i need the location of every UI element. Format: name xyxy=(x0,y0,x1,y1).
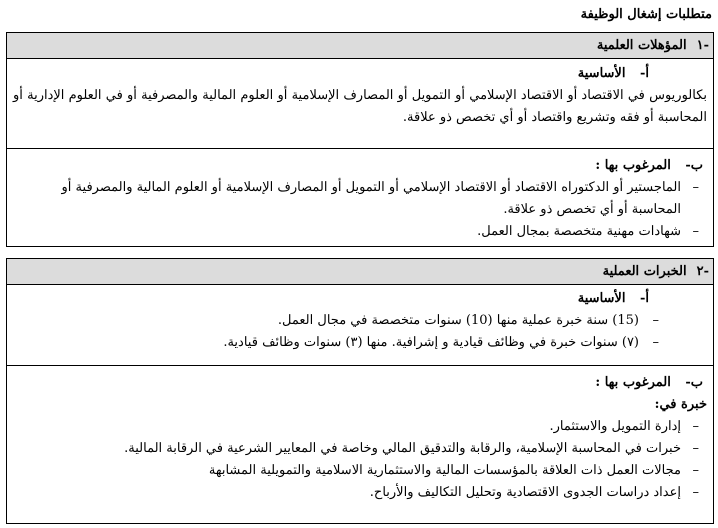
subsection-label: المرغوب بها : xyxy=(595,158,671,173)
subsection-label: المرغوب بها : xyxy=(595,375,671,390)
list-item xyxy=(13,460,707,482)
preferred-qualifications-list xyxy=(13,177,707,243)
subsection-basic xyxy=(7,59,713,148)
list-item-text: مجالات العمل ذات العلاقة بالمؤسسات المالية والاستثمارية الاسلامية والتمويلية المشابهة xyxy=(208,463,681,478)
list-item-text: إعداد دراسات الجدوى الاقتصادية وتحليل التكاليف والأرباح. xyxy=(369,485,681,500)
subsection-letter: ب- xyxy=(685,375,703,390)
list-item-text: شهادات مهنية متخصصة بمجال العمل. xyxy=(477,224,681,239)
list-item xyxy=(13,177,707,221)
page-title: متطلبات إشغال الوظيفة xyxy=(580,7,712,22)
list-item-text: خبرات في المحاسبة الإسلامية، والرقابة والتدقيق المالي وخاصة في المعايير الشرعية في الرقابة المالية. xyxy=(124,441,681,456)
subsection-label: الأساسية xyxy=(577,291,626,306)
subsection-preferred xyxy=(7,148,713,243)
subsection-label: الأساسية xyxy=(577,66,626,81)
list-item xyxy=(13,438,707,460)
experience-label: خبرة في: xyxy=(654,397,707,412)
subsection-letter: ب- xyxy=(685,158,703,173)
basic-qualification-text: بكالوريوس في الاقتصاد أو الاقتصاد الإسلامي أو التمويل أو المصارف الإسلامية أو العلوم المالية والمصرفية أو في العلوم الإدارية أو المحاسبة أو فقه وتشريع واقتصاد أو أي تخصص ذو علاقة. xyxy=(13,88,708,125)
list-item xyxy=(13,221,707,243)
list-item xyxy=(13,332,707,354)
list-item-text: الماجستير أو الدكتوراه الاقتصاد أو الاقتصاد الإسلامي أو التمويل أو المصارف الإسلامية أو العلوم المالية والمصرفية أو المحاسبة أو أي تخصص ذو علاقة. xyxy=(61,180,681,217)
section-number: -٢ xyxy=(696,264,709,279)
list-item-text: (15) سنة خبرة عملية منها (10) سنوات متخصصة في مجال العمل. xyxy=(277,313,639,328)
section-number: -١ xyxy=(696,38,709,53)
section-heading xyxy=(7,259,713,285)
basic-experience-list xyxy=(13,310,707,354)
dash-bullet: – xyxy=(652,335,659,350)
dash-bullet: – xyxy=(652,313,659,328)
list-item-text: إدارة التمويل والاستثمار. xyxy=(549,419,681,434)
dash-bullet: – xyxy=(692,180,699,195)
section-title: الخبرات العملية xyxy=(602,264,687,279)
section-title: المؤهلات العلمية xyxy=(596,38,687,53)
subsection-title xyxy=(13,372,707,394)
subsection-title xyxy=(13,63,707,85)
dash-bullet: – xyxy=(692,485,699,500)
list-item xyxy=(13,416,707,438)
list-item xyxy=(13,310,707,332)
subsection-title xyxy=(13,288,707,310)
subsection-letter: أ- xyxy=(639,66,649,81)
subsection-letter: أ- xyxy=(639,291,649,306)
dash-bullet: – xyxy=(692,419,699,434)
list-item-text: (٧) سنوات خبرة في وظائف قيادية و إشرافية. منها (٣) سنوات وظائف قيادية. xyxy=(223,335,639,350)
dash-bullet: – xyxy=(692,463,699,478)
subsection-preferred xyxy=(7,365,713,504)
preferred-experience-list xyxy=(13,416,707,504)
subsection-title xyxy=(13,155,707,177)
section-experience xyxy=(6,258,714,524)
subsection-basic xyxy=(7,285,713,365)
section-qualifications xyxy=(6,32,714,247)
dash-bullet: – xyxy=(692,441,699,456)
dash-bullet: – xyxy=(692,224,699,239)
section-heading xyxy=(7,33,713,59)
list-item xyxy=(13,482,707,504)
